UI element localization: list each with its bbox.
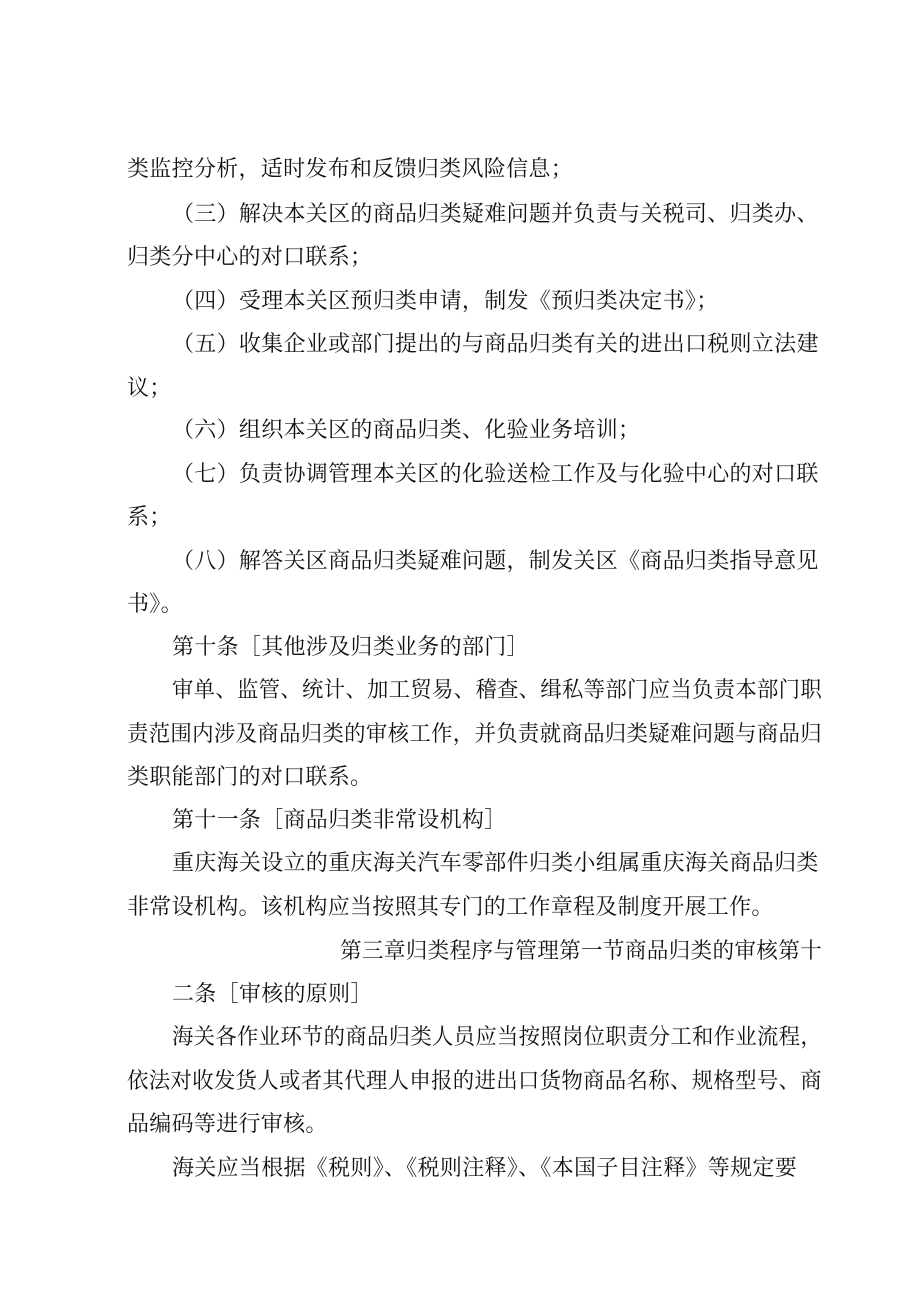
text-line: 书》。 [127,592,183,617]
text-line: 重庆海关设立的重庆海关汽车零部件归类小组属重庆海关商品归类 [172,851,819,876]
section-heading: 二条［审核的原则］ [172,982,373,1007]
text-line: 品编码等进行审核。 [127,1112,328,1137]
text-line: （六）组织本关区的商品归类、化验业务培训； [172,418,641,443]
text-line: 类职能部门的对口联系。 [127,765,373,790]
chapter-heading: 第三章归类程序与管理第一节商品归类的审核第十 [340,939,823,964]
text-line: （七）负责协调管理本关区的化验送检工作及与化验中心的对口联 [172,462,819,487]
text-line: 海关各作业环节的商品归类人员应当按照岗位职责分工和作业流程， [172,1025,823,1050]
text-line: 议； [127,376,172,401]
text-line: （八）解答关区商品归类疑难问题，制发关区《商品归类指导意见 [172,549,819,574]
text-line: 审单、监管、统计、加工贸易、稽查、缉私等部门应当负责本部门职 [172,678,823,703]
text-line: （五）收集企业或部门提出的与商品归类有关的进出口税则立法建 [172,332,819,357]
text-line: 归类分中心的对口联系； [127,245,373,270]
text-line: 依法对收发货人或者其代理人申报的进出口货物商品名称、规格型号、商 [127,1069,822,1094]
text-line: 系； [127,505,172,530]
text-line: 责范围内涉及商品归类的审核工作，并负责就商品归类疑难问题与商品归 [127,722,822,747]
text-line: （四）受理本关区预归类申请，制发《预归类决定书》； [172,289,719,314]
section-heading: 第十一条［商品归类非常设机构］ [172,808,507,833]
text-line: 非常设机构。该机构应当按照其专门的工作章程及制度开展工作。 [127,895,774,920]
section-heading: 第十条［其他涉及归类业务的部门］ [172,635,529,660]
text-line: 海关应当根据《税则》、《税则注释》、《本国子目注释》等规定要 [172,1156,798,1181]
text-line: （三）解决本关区的商品归类疑难问题并负责与关税司、归类办、 [172,202,819,227]
text-line: 类监控分析，适时发布和反馈归类风险信息； [127,157,574,182]
